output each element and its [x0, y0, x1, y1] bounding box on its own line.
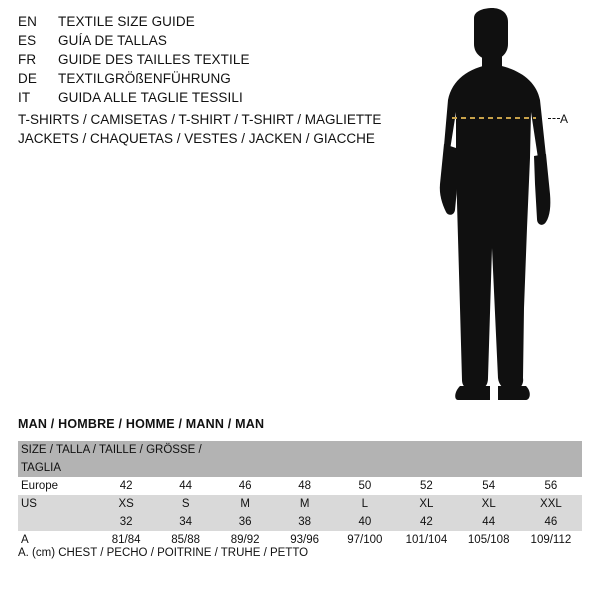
table-cell: 42	[395, 513, 457, 531]
row-label: A	[18, 531, 96, 549]
table-cell: 85/88	[156, 531, 216, 549]
table-cell: 97/100	[334, 531, 395, 549]
language-text: TEXTILE SIZE GUIDE	[58, 14, 195, 29]
table-cell: 93/96	[275, 531, 335, 549]
table-footnote: A. (cm) CHEST / PECHO / POITRINE / TRUHE / PETTO	[18, 547, 309, 559]
table-cell: 81/84	[96, 531, 156, 549]
language-text: GUÍA DE TALLAS	[58, 33, 167, 48]
category-line-tshirts: T-SHIRTS / CAMISETAS / T-SHIRT / T-SHIRT / MAGLIETTE	[18, 112, 382, 127]
table-cell: M	[215, 495, 275, 513]
language-row	[18, 90, 398, 109]
language-row	[18, 33, 398, 52]
table-cell: 48	[275, 477, 335, 495]
language-code: IT	[18, 90, 31, 105]
table-cell: M	[275, 495, 335, 513]
language-list	[18, 14, 398, 109]
table-cell: 56	[520, 477, 582, 495]
table-cell: 109/112	[520, 531, 582, 549]
size-table	[18, 441, 582, 549]
table-row-us	[18, 495, 582, 513]
table-cell: 54	[458, 477, 520, 495]
table-cell: L	[334, 495, 395, 513]
row-label: Europe	[18, 477, 96, 495]
table-cell: 42	[96, 477, 156, 495]
table-title: MAN / HOMBRE / HOMME / MANN / MAN	[18, 417, 265, 431]
table-row-us-numeric	[18, 513, 582, 531]
language-text: TEXTILGRÖßENFÜHRUNG	[58, 71, 231, 86]
language-code: DE	[18, 71, 37, 86]
row-label	[18, 513, 96, 531]
table-cell: 50	[334, 477, 395, 495]
table-row-europe	[18, 477, 582, 495]
table-cell: XL	[395, 495, 457, 513]
table-cell: XL	[458, 495, 520, 513]
table-cell: XXL	[520, 495, 582, 513]
male-figure-illustration	[400, 8, 600, 408]
table-cell: 52	[395, 477, 457, 495]
language-row	[18, 14, 398, 33]
table-cell: S	[156, 495, 216, 513]
table-header-label: SIZE / TALLA / TAILLE / GRÖSSE / TAGLIA	[18, 441, 215, 477]
measure-leader-dashes	[548, 118, 560, 119]
figure-silhouette-icon	[400, 8, 600, 408]
table-cell: 89/92	[215, 531, 275, 549]
table-cell: 34	[156, 513, 216, 531]
table-cell: 44	[458, 513, 520, 531]
table-cell: 40	[334, 513, 395, 531]
table-cell: 46	[520, 513, 582, 531]
language-text: GUIDA ALLE TAGLIE TESSILI	[58, 90, 243, 105]
language-row	[18, 52, 398, 71]
category-line-jackets: JACKETS / CHAQUETAS / VESTES / JACKEN / GIACCHE	[18, 131, 375, 146]
table-cell: 38	[275, 513, 335, 531]
table-cell: 105/108	[458, 531, 520, 549]
language-code: FR	[18, 52, 37, 67]
measure-marker-label: A	[560, 112, 569, 126]
language-code: EN	[18, 14, 37, 29]
row-label: US	[18, 495, 96, 513]
table-cell: 101/104	[395, 531, 457, 549]
language-row	[18, 71, 398, 90]
table-cell: XS	[96, 495, 156, 513]
language-code: ES	[18, 33, 37, 48]
category-list	[18, 110, 418, 148]
table-cell: 36	[215, 513, 275, 531]
table-header-row	[18, 441, 582, 477]
table-cell: 46	[215, 477, 275, 495]
table-cell: 44	[156, 477, 216, 495]
table-cell: 32	[96, 513, 156, 531]
language-text: GUIDE DES TAILLES TEXTILE	[58, 52, 250, 67]
